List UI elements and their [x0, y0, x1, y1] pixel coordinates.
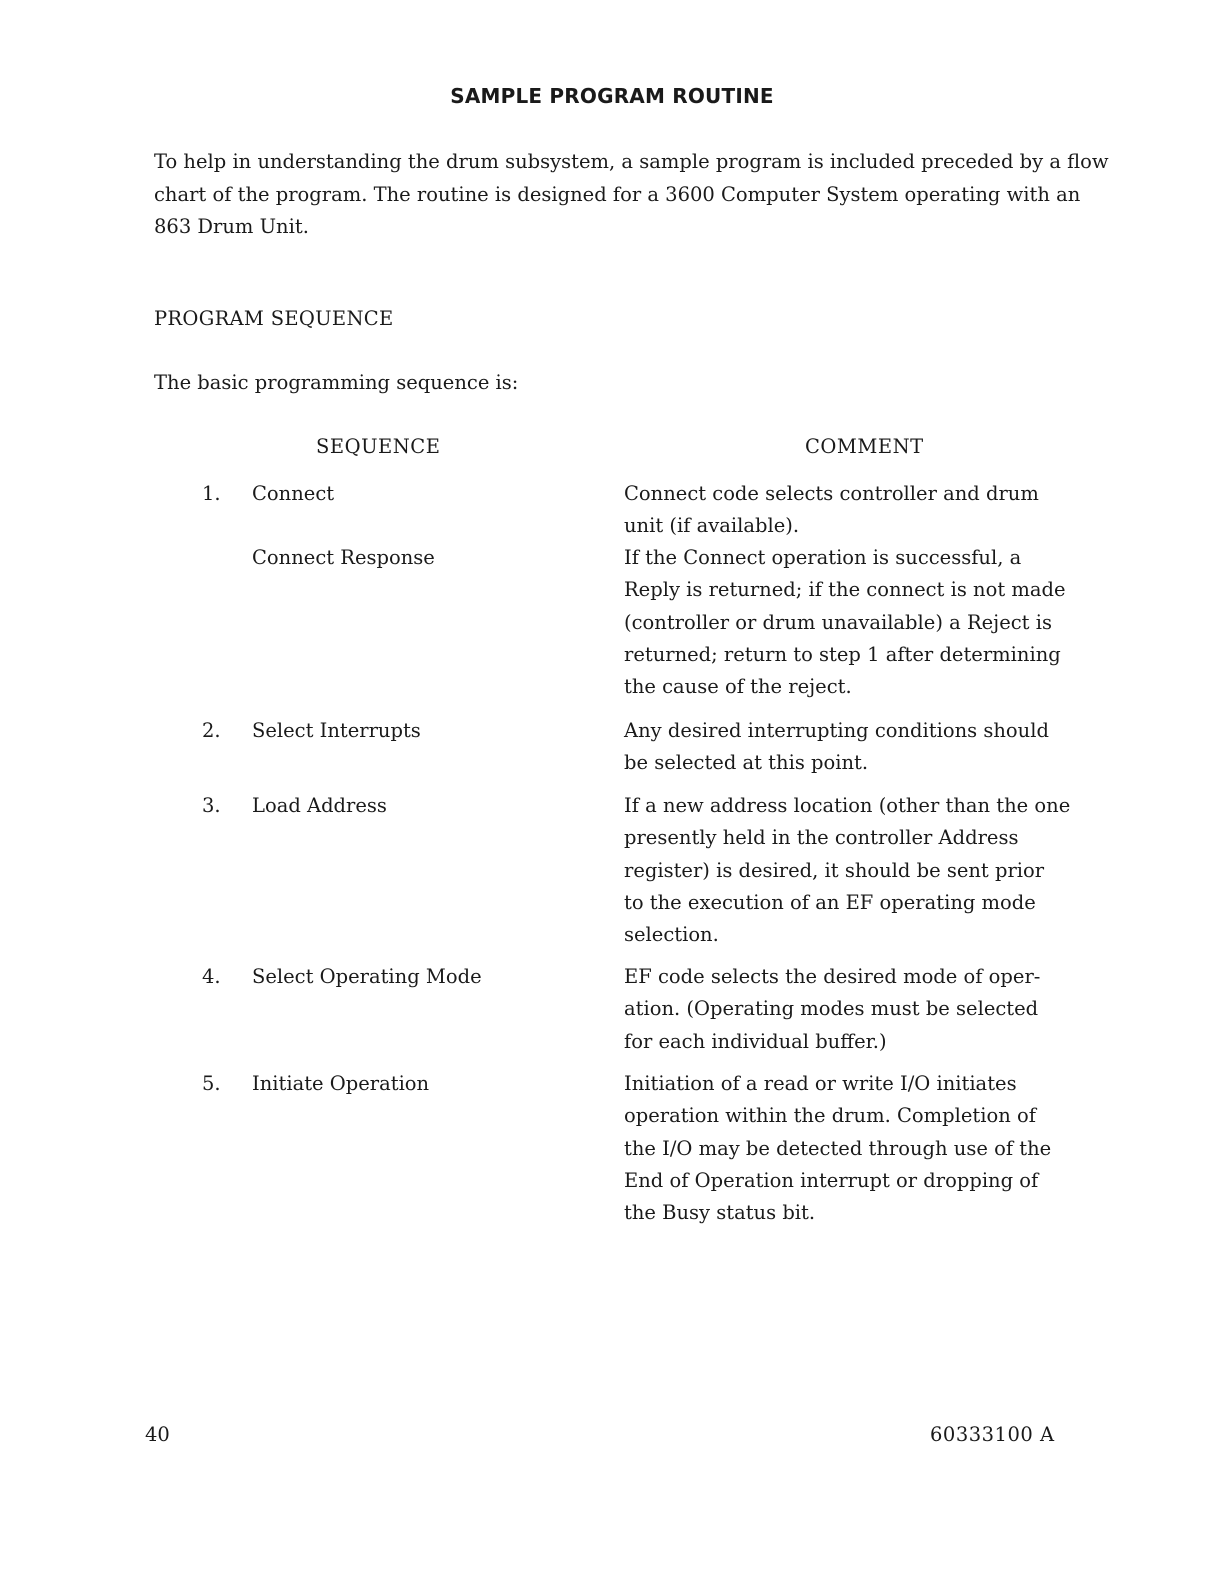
step-name: Initiate Operation	[252, 1072, 430, 1095]
step-number: 1.	[202, 482, 221, 505]
step-name: Load Address	[252, 794, 387, 817]
document-number: 60333100 A	[930, 1423, 1055, 1446]
intro-paragraph: To help in understanding the drum subsystem, a sample program is included preceded by a flow chart of the program. The routine is designed for a 3600 Computer System operating with an 863 Drum Unit.	[154, 150, 1109, 238]
step-name: Connect	[252, 482, 335, 505]
step-comment: Initiation of a read or write I/O initiates operation within the drum. Completion of the I/O may be detected through use of the End of Operation interrupt or dropping of the Busy status bit.	[624, 1072, 1052, 1225]
lead-sentence: The basic programming sequence is:	[154, 371, 519, 394]
step-number: 2.	[202, 719, 221, 742]
sequence-column-header: SEQUENCE	[316, 435, 441, 458]
page-title: SAMPLE PROGRAM ROUTINE	[450, 84, 774, 108]
step-name: Select Interrupts	[252, 719, 421, 742]
step-number: 4.	[202, 965, 221, 988]
comment-column-header: COMMENT	[805, 435, 924, 458]
section-heading: PROGRAM SEQUENCE	[154, 307, 394, 330]
step-comment: Any desired interrupting conditions should be selected at this point.	[624, 719, 1049, 775]
step-comment: If a new address location (other than the one presently held in the controller Address register) is desired, it should be sent prior to the execution of an EF operating mode selection.	[624, 794, 1071, 947]
step-comment: If the Connect operation is successful, a Reply is returned; if the connect is not made (controller or drum unavailable) a Reject is returned; return to step 1 after determining the cause of the reject.	[624, 546, 1066, 699]
step-number: 5.	[202, 1072, 221, 1095]
step-comment: Connect code selects controller and drum unit (if available).	[624, 482, 1039, 538]
step-number: 3.	[202, 794, 221, 817]
step-comment: EF code selects the desired mode of oper- ation. (Operating modes must be selected for each individual buffer.)	[624, 965, 1041, 1053]
step-name: Select Operating Mode	[252, 965, 482, 988]
step-name: Connect Response	[252, 546, 435, 569]
page-number: 40	[145, 1423, 170, 1446]
